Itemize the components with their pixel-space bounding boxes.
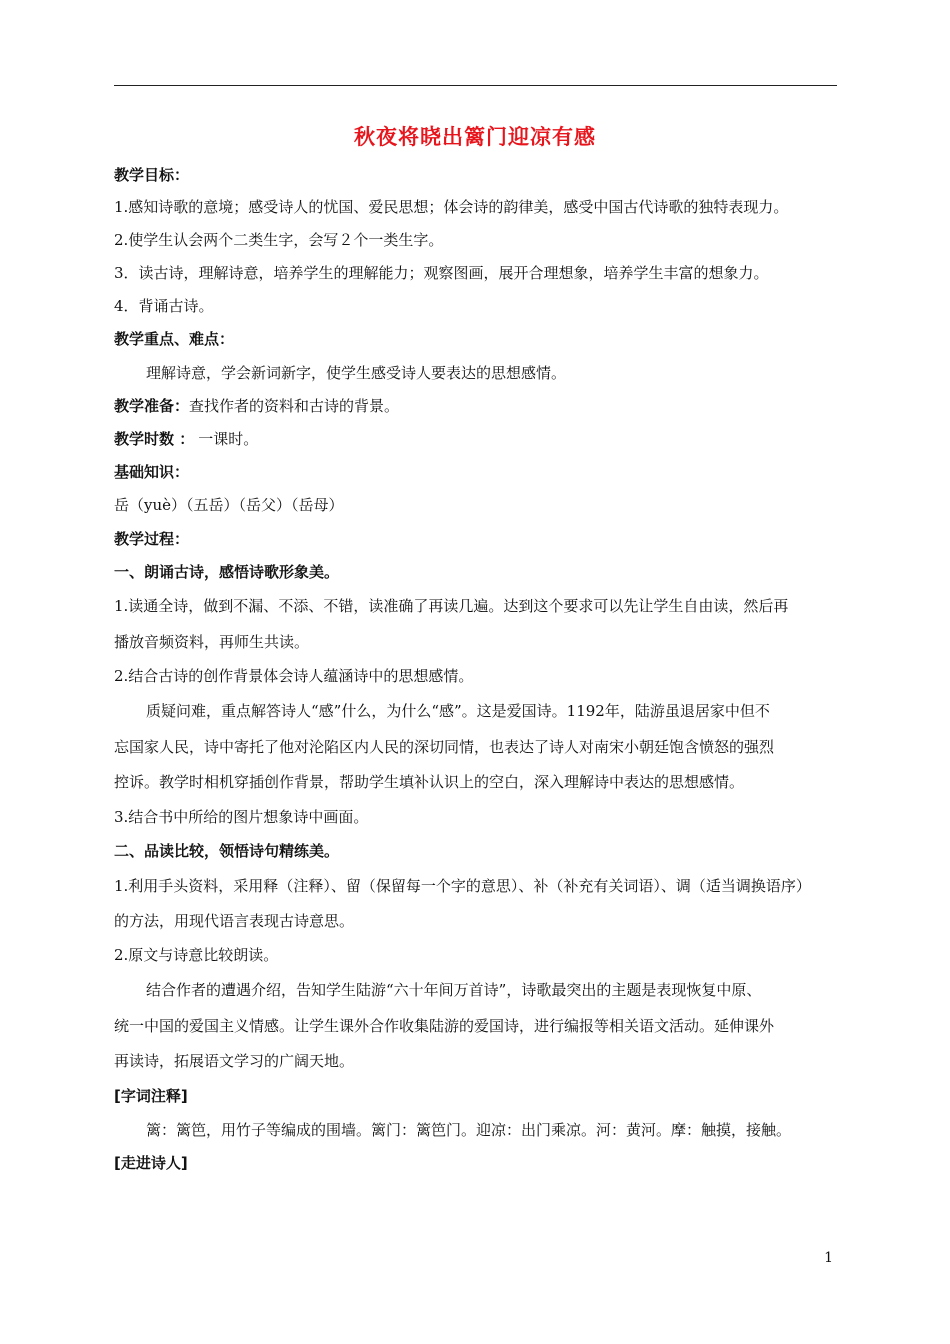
part1-heading: 一、朗诵古诗，感悟诗歌形象美。 [114, 563, 340, 581]
part2-item2: 2.原文与诗意比较朗读。 [114, 946, 279, 964]
part2-para-line2: 统一中国的爱国主义情感。让学生课外合作收集陆游的爱国诗，进行编报等相关语文活动。延伸课外 [114, 1017, 775, 1035]
objective-item-1: 1.感知诗歌的意境；感受诗人的忧国、爱民思想；体会诗的韵律美，感受中国古代诗歌的独特表现力。 [114, 198, 789, 216]
hours-row [114, 429, 258, 449]
part2-para-line1: 结合作者的遭遇介绍，告知学生陆游“六十年间万首诗”，诗歌最突出的主题是表现恢复中原、 [146, 981, 762, 999]
part2-para-line3: 再读诗，拓展语文学习的广阔天地。 [114, 1052, 355, 1070]
prep-text: 查找作者的资料和古诗的背景。 [189, 397, 400, 415]
part1-item1-line1: 1.读通全诗，做到不漏、不添、不错，读准确了再读几遍。达到这个要求可以先让学生自由读，然后再 [114, 597, 789, 615]
prep-heading: 教学准备： [114, 397, 190, 415]
part1-para-line3: 控诉。教学时相机穿插创作背景，帮助学生填补认识上的空白，深入理解诗中表达的思想感情。 [114, 773, 745, 791]
part1-para-line2: 忘国家人民，诗中寄托了他对沦陷区内人民的深切同情，也表达了诗人对南宋小朝廷饱含愤怒的强烈 [114, 738, 775, 756]
part1-item2: 2.结合古诗的创作背景体会诗人蕴涵诗中的思想感情。 [114, 667, 474, 685]
objective-item-4: 4．背诵古诗。 [114, 297, 214, 315]
part1-item3: 3.结合书中所给的图片想象诗中画面。 [114, 808, 369, 826]
header-rule [114, 85, 837, 86]
prep-row [114, 396, 399, 416]
basics-heading: 基础知识： [114, 463, 190, 481]
objective-item-3: 3．读古诗，理解诗意，培养学生的理解能力；观察图画，展开合理想象，培养学生丰富的想象力。 [114, 264, 769, 282]
objectives-heading: 教学目标： [114, 166, 190, 184]
part2-item1-line2: 的方法，用现代语言表现古诗意思。 [114, 912, 355, 930]
page-number: 1 [824, 1250, 833, 1266]
part2-item1-line1: 1.利用手头资料，采用释（注释）、留（保留每一个字的意思）、补（补充有关词语）、调（适当调换语序） [114, 877, 811, 895]
keypoints-heading: 教学重点、难点： [114, 330, 235, 348]
document-title: 秋夜将晓出篱门迎凉有感 [354, 124, 596, 149]
poet-heading: [走进诗人] [114, 1154, 188, 1172]
glossary-text: 篱：篱笆，用竹子等编成的围墙。篱门：篱笆门。迎凉：出门乘凉。河：黄河。摩：触摸，接触。 [146, 1121, 792, 1139]
part1-item1-line2: 播放音频资料，再师生共读。 [114, 633, 310, 651]
glossary-heading: [字词注释] [114, 1087, 188, 1105]
keypoints-text: 理解诗意，学会新词新字，使学生感受诗人要表达的思想感情。 [146, 364, 567, 382]
hours-heading: 教学时数 ： [114, 430, 195, 448]
part1-para-line1: 质疑问难，重点解答诗人“感”什么，为什么“感”。这是爱国诗。1192年，陆游虽退居家中但不 [146, 702, 770, 720]
hours-text: 一课时。 [198, 430, 259, 448]
objective-item-2: 2.使学生认会两个二类生字，会写２个一类生字。 [114, 231, 444, 249]
process-heading: 教学过程： [114, 530, 190, 548]
basics-text: 岳（yuè）（五岳）（岳父）（岳母） [114, 496, 344, 514]
part2-heading: 二、品读比较，领悟诗句精练美。 [114, 842, 340, 860]
